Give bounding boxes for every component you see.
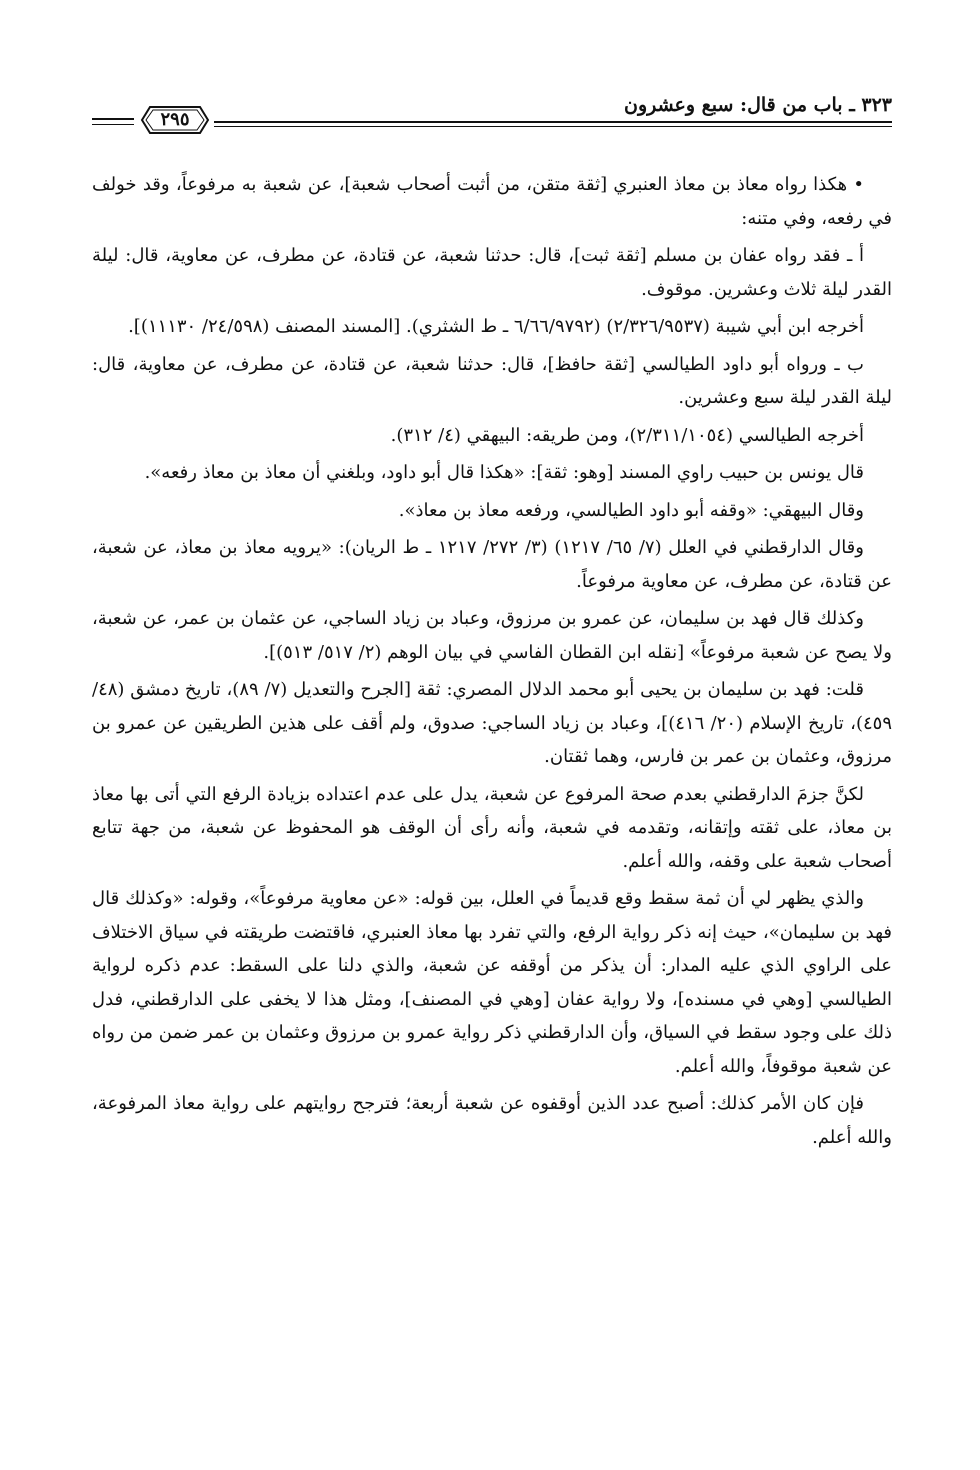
- paragraph: أخرجه الطيالسي (٢/٣١١/١٠٥٤)، ومن طريقه: البيهقي (٤/ ٣١٢).: [390, 424, 864, 446]
- main-text: [92, 168, 892, 1158]
- paragraph: وقال الدارقطني في العلل (٧/ ٦٥/ ١٢١٧) (٣/ ٢٧٢/ ١٢١٧ ـ ط الريان): «يرويه معاذ بن معاذ، عن شعبة، عن قتادة، عن مطرف، عن معاوية مرفوعاً.: [92, 537, 892, 592]
- paragraph: قلت: فهد بن سليمان بن يحيى أبو محمد الدلال المصري: ثقة [الجرح والتعديل (٧/ ٨٩)، تاريخ دمشق (٤٨/ ٤٥٩)، تاريخ الإسلام (٢٠/ ٤١٦)]، وعباد بن زياد الساجي: صدوق، ولم أقف على هذين الطريقين عن عمرو بن مرزوق، وعثمان بن عمر بن فارس، وهما ثقتان.: [92, 679, 892, 767]
- paragraph: قال يونس بن حبيب راوي المسند [وهو: ثقة]: «هكذا قال أبو داود، وبلغني أن معاذ بن معاذ رفعه».: [144, 462, 864, 483]
- paragraph: أخرجه ابن أبي شيبة (٢/٣٢٦/٩٥٣٧) (٦/٦٦/٩٧٩٢ ـ ط الشثري). [المسند المصنف (٢٤/٥٩٨/ ١١١٣٠)].: [128, 316, 864, 337]
- paragraph: • هكذا رواه معاذ بن معاذ العنبري [ثقة متقن، من أثبت أصحاب شعبة]، عن شعبة به مرفوعاً، وقد خولف في رفعه، وفي متنه:: [92, 174, 892, 229]
- header-rule: [92, 118, 134, 120]
- paragraph: وكذلك قال فهد بن سليمان، عن عمرو بن مرزوق، وعباد بن زياد الساجي، عن عثمان بن عمر، عن شعبة، ولا يصح عن شعبة مرفوعاً» [نقله ابن القطان الفاسي في بيان الوهم (٢/ ٥١٧/ ٥١٣)].: [92, 608, 892, 663]
- paragraph: فإن كان الأمر كذلك: أصبح عدد الذين أوقفوه عن شعبة أربعة؛ فترجح روايتهم على رواية معاذ المرفوعة، والله أعلم.: [92, 1093, 892, 1148]
- page-number: ٢٩٥: [160, 109, 190, 130]
- paragraph: والذي يظهر لي أن ثمة سقط وقع قديماً في العلل، بين قوله: «عن معاوية مرفوعاً»، وقوله: «وكذلك قال فهد بن سليمان»، حيث إنه ذكر رواية الرفع، والتي تفرد بها معاذ العنبري، فاقتضت طريقته في سياق الاختلاف على الراوي الذي عليه المدار: أن يذكر من أوقفه عن شعبة، والذي دلنا على السقط: عدم ذكره لرواية الطيالسي [وهي في مسنده]، ولا رواية عفان [وهي في المصنف]، ومثل هذا لا يخفى على الدارقطني، فدل ذلك على وجود سقط في السياق، وأن الدارقطني ذكر رواية عمرو بن مرزوق وعثمان بن عمر ضمن من رواه عن شعبة موقوفاً، والله أعلم.: [92, 888, 892, 1077]
- page-header: [92, 92, 892, 142]
- header-rule: [214, 121, 892, 123]
- page-number-badge: [140, 105, 210, 135]
- paragraph: لكنَّ جزمَ الدارقطني بعدم صحة المرفوع عن شعبة، يدل على عدم اعتداده بزيادة الرفع التي أتى بها معاذ بن معاذ، على ثقته وإتقانه، وتقدمه في شعبة، وأنه رأى أن الوقف هو المحفوظ عن شعبة، من جهة تتابع أصحاب شعبة على وقفه، والله أعلم.: [92, 783, 892, 872]
- running-title: ٣٢٣ ـ باب من قال: سبع وعشرون: [623, 94, 892, 116]
- header-rule: [214, 126, 892, 127]
- header-rule: [92, 124, 134, 125]
- paragraph: ب ـ ورواه أبو داود الطيالسي [ثقة حافظ]، قال: حدثنا شعبة، عن قتادة، عن مطرف، عن معاوية، قال: ليلة القدر ليلة سبع وعشرين.: [92, 353, 892, 408]
- paragraph: أ ـ فقد رواه عفان بن مسلم [ثقة ثبت]، قال: حدثنا شعبة، عن قتادة، عن مطرف، عن معاوية، قال: ليلة القدر ليلة ثلاث وعشرين. موقوف.: [92, 245, 892, 300]
- paragraph: وقال البيهقي: «وقفه أبو داود الطيالسي، ورفعه معاذ بن معاذ».: [398, 499, 864, 521]
